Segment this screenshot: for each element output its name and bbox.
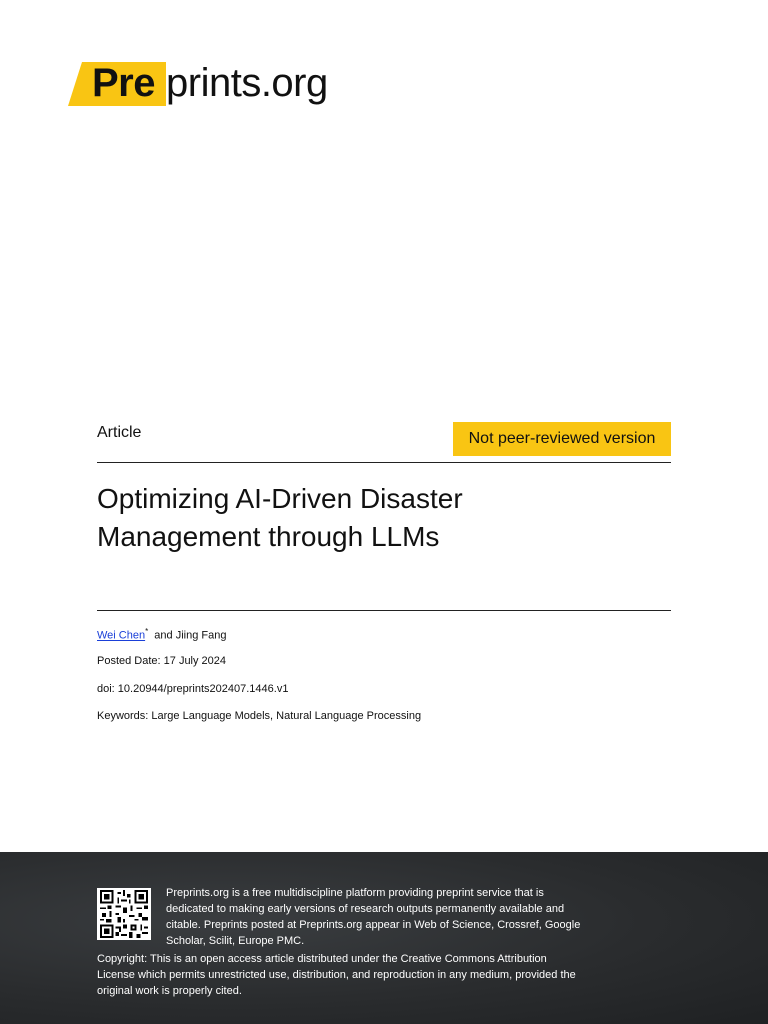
qr-code[interactable] [97,888,151,940]
author-link-wei-chen[interactable]: Wei Chen [97,629,146,642]
qr-code-icon [99,890,149,938]
logo-text-light: prints.org [166,61,328,105]
author-list [97,627,226,642]
doi: doi: 10.20944/preprints202407.1446.v1 [97,683,289,695]
article-title [97,480,657,556]
copyright-notice: Copyright: This is an open access article distributed under the Creative Commons Attribution License which permits unrestricted use, distribution, and reproduction in any medium, provided the original work is properly cited. [97,953,576,997]
title-line-1: Optimizing AI-Driven Disaster [97,483,463,514]
corresponding-author-mark: * [145,627,149,636]
title-line-2: Management through LLMs [97,521,440,552]
logo-text-bold: Pre [92,61,155,105]
peer-review-badge: Not peer-reviewed version [453,422,671,456]
title-divider [97,610,671,611]
article-type-label: Article [97,424,142,441]
posted-date: Posted Date: 17 July 2024 [97,655,227,667]
keywords: Keywords: Large Language Models, Natural Language Processing [97,710,422,722]
preprints-logo [68,62,368,108]
author-connector: and Jiing Fang [154,629,227,642]
header-divider [97,462,671,463]
platform-description: Preprints.org is a free multidiscipline platform providing preprint service that is dedicated to making early versions of research outputs permanently available and citable. Preprints posted at Preprints.org appear in Web of Science, Crossref, Google Scholar, Scilit, Europe PMC. [166,887,581,947]
